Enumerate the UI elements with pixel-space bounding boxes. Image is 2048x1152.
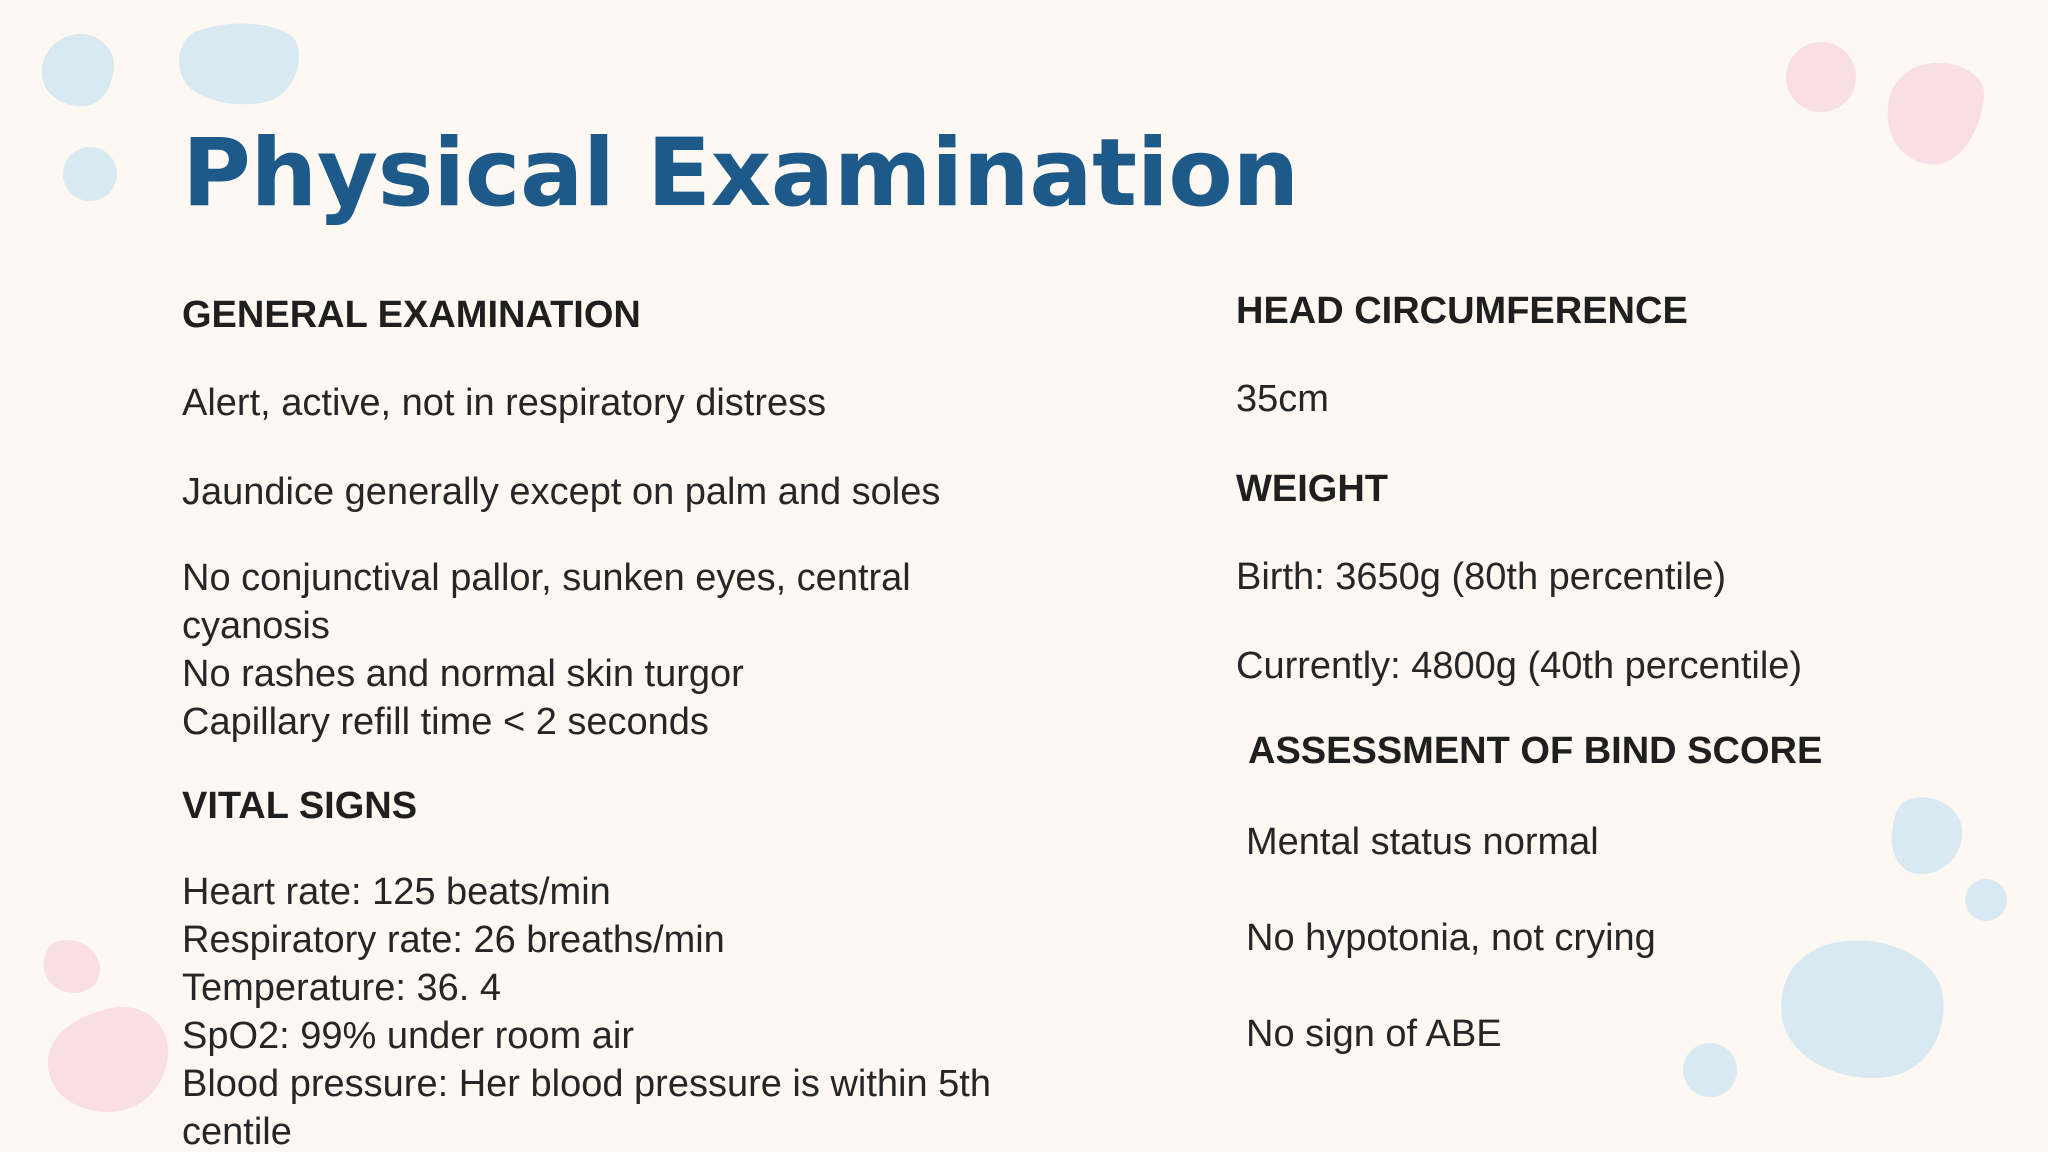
weight-current: Currently: 4800g (40th percentile) <box>1236 645 1803 687</box>
weight-birth: Birth: 3650g (80th percentile) <box>1236 556 1727 598</box>
decorative-pink-blob-top-right <box>1884 58 1990 168</box>
decorative-blue-blob-top-left <box>38 30 120 112</box>
bind-score-hypotonia: No hypotonia, not crying <box>1246 917 1656 959</box>
general-exam-block-line: No rashes and normal skin turgor <box>182 653 744 695</box>
vital-signs-list <box>182 868 991 1152</box>
vital-signs-heading: VITAL SIGNS <box>182 785 418 827</box>
vital-sign-blood-pressure-cont: centile <box>182 1111 292 1152</box>
decorative-blue-blob-bottom-right <box>1778 936 1948 1080</box>
vital-sign-respiratory-rate: Respiratory rate: 26 breaths/min <box>182 919 725 961</box>
decorative-blue-dot-left <box>62 146 118 202</box>
general-exam-block-line: Capillary refill time < 2 seconds <box>182 701 709 743</box>
head-circumference-value: 35cm <box>1236 378 1329 420</box>
vital-sign-blood-pressure: Blood pressure: Her blood pressure is within 5th <box>182 1063 991 1105</box>
decorative-blue-dot-bottom-right <box>1682 1042 1738 1098</box>
general-examination-heading: GENERAL EXAMINATION <box>182 294 641 336</box>
decorative-pink-dot-top-right <box>1784 40 1858 114</box>
vital-sign-heart-rate: Heart rate: 125 beats/min <box>182 871 611 913</box>
decorative-blue-blob-right <box>1890 794 1964 876</box>
general-exam-block-line: No conjunctival pallor, sunken eyes, central <box>182 557 911 599</box>
vital-sign-temperature: Temperature: 36. 4 <box>182 967 501 1009</box>
head-circumference-heading: HEAD CIRCUMFERENCE <box>1236 290 1688 332</box>
bind-score-heading: ASSESSMENT OF BIND SCORE <box>1248 730 1823 772</box>
general-exam-block-line: cyanosis <box>182 605 330 647</box>
decorative-blue-blob-top <box>174 18 304 108</box>
page-title: Physical Examination <box>182 119 1299 228</box>
vital-sign-spo2: SpO2: 99% under room air <box>182 1015 635 1057</box>
bind-score-mental-status: Mental status normal <box>1246 821 1599 863</box>
decorative-blue-dot-right <box>1964 878 2008 922</box>
general-exam-finding-jaundice: Jaundice generally except on palm and soles <box>182 471 941 513</box>
decorative-pink-blob-bottom-left-small <box>42 938 102 996</box>
bind-score-abe: No sign of ABE <box>1246 1013 1502 1055</box>
general-exam-finding-alert: Alert, active, not in respiratory distress <box>182 382 827 424</box>
general-exam-finding-block <box>182 554 911 746</box>
weight-heading: WEIGHT <box>1236 468 1388 510</box>
decorative-pink-blob-bottom-left <box>44 1004 172 1116</box>
